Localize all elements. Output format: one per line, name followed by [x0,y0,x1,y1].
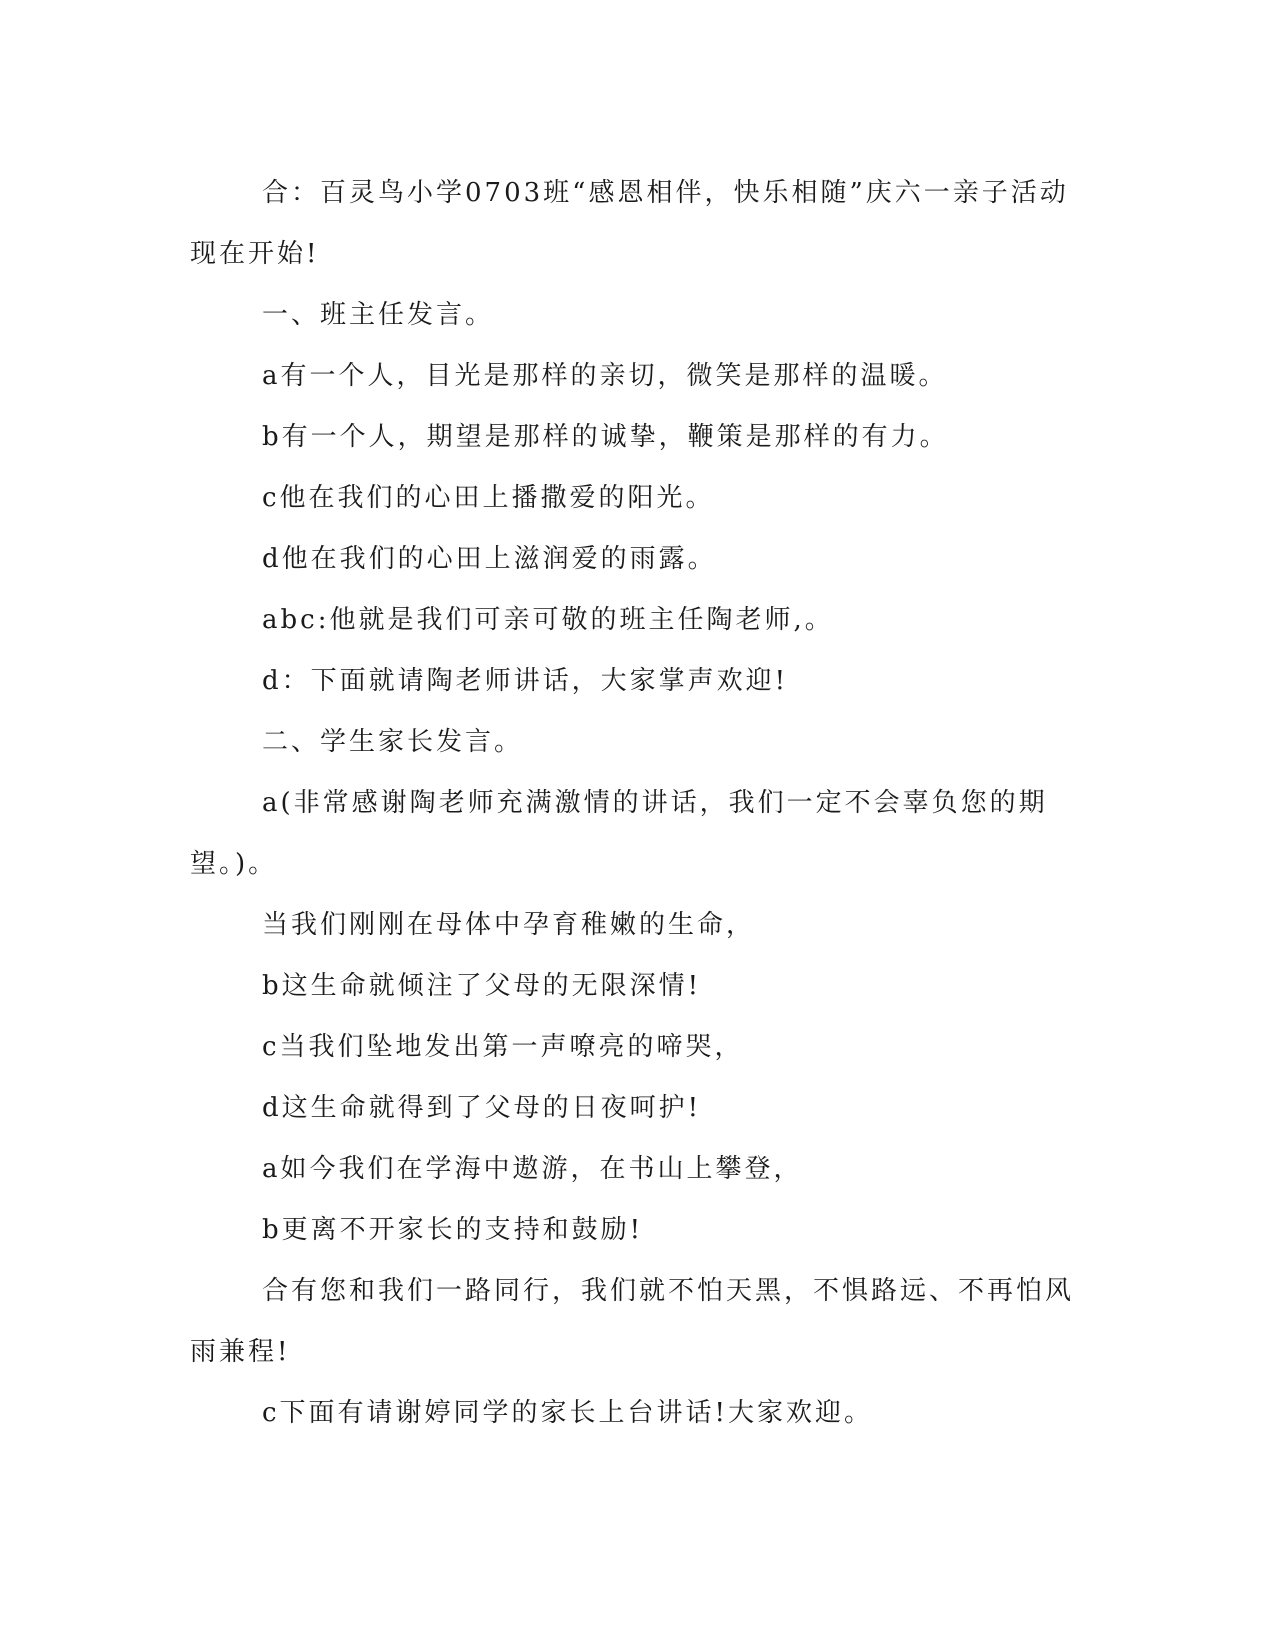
paragraph: 合有您和我们一路同行，我们就不怕天黑，不惧路远、不再怕风雨兼程! [190,1276,1075,1367]
paragraph: b这生命就倾注了父母的无限深情! [262,971,702,1001]
paragraph: d他在我们的心田上滋润爱的雨露。 [262,544,717,574]
paragraph: abc:他就是我们可亲可敬的班主任陶老师,。 [262,605,834,635]
paragraph: b更离不开家长的支持和鼓励! [262,1215,644,1245]
paragraph: c他在我们的心田上播撒爱的阳光。 [262,483,715,513]
paragraph: d：下面就请陶老师讲话，大家掌声欢迎! [262,666,789,696]
paragraph: c下面有请谢婷同学的家长上台讲话!大家欢迎。 [262,1398,874,1428]
paragraph: a(非常感谢陶老师充满激情的讲话，我们一定不会辜负您的期望。)。 [190,788,1048,879]
paragraph: c当我们坠地发出第一声嘹亮的啼哭， [262,1032,744,1062]
paragraph: 当我们刚刚在母体中孕育稚嫩的生命， [262,910,756,940]
paragraph: d这生命就得到了父母的日夜呵护! [262,1093,702,1123]
paragraph-opening: 合：百灵鸟小学0703班“感恩相伴，快乐相随”庆六一亲子活动现在开始! [190,178,1069,269]
section-heading-parent-speech: 二、学生家长发言。 [262,727,524,757]
document-body [190,163,1080,1444]
section-heading-teacher-speech: 一、班主任发言。 [262,300,495,330]
paragraph: a有一个人，目光是那样的亲切，微笑是那样的温暖。 [262,361,948,391]
paragraph: a如今我们在学海中遨游，在书山上攀登， [262,1154,803,1184]
paragraph: b有一个人，期望是那样的诚挚，鞭策是那样的有力。 [262,422,949,452]
